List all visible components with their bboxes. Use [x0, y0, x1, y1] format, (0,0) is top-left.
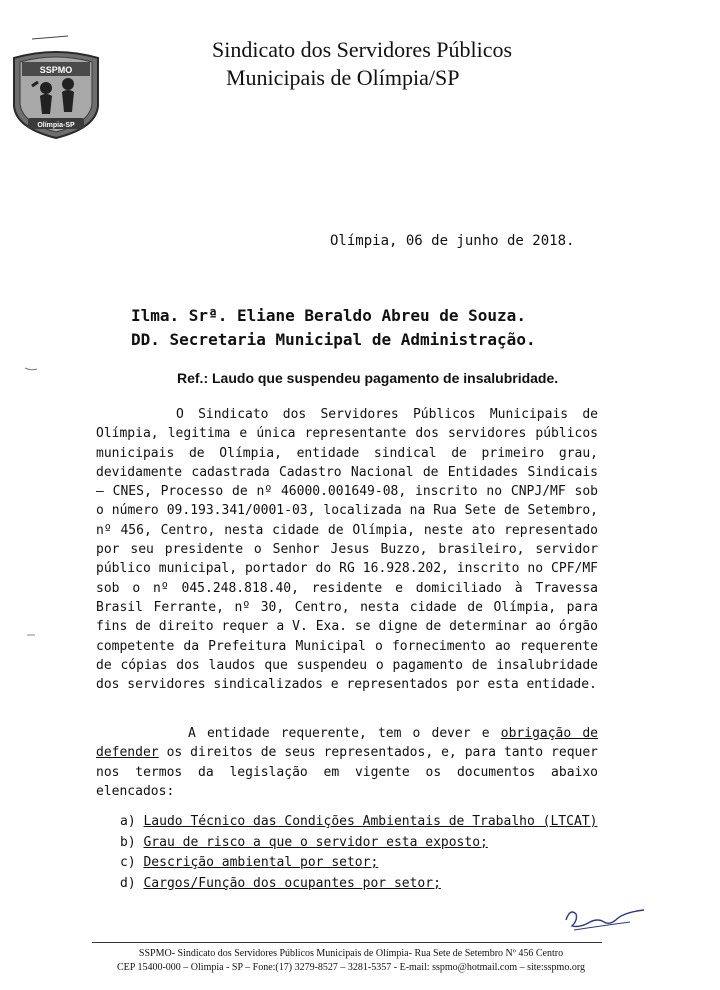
- date-line: Olímpia, 06 de junho de 2018.: [330, 233, 575, 249]
- list-item-marker: b): [120, 834, 136, 850]
- recipient-block: [131, 304, 536, 352]
- scan-mark: [30, 34, 70, 42]
- list-item: [120, 833, 597, 854]
- body-paragraph-2-underlined: obrigação de defender: [96, 726, 598, 761]
- letterhead-line-1: Sindicato dos Servidores Públicos: [212, 37, 513, 62]
- list-item-marker: a): [120, 814, 136, 829]
- footer-line-1: SSPMO- Sindicato dos Servidores Públicos Municipais de Olímpia- Rua Sete de Setembro Nº 456 Centro: [138, 948, 564, 959]
- list-item-marker: d): [120, 875, 136, 891]
- list-item-text: Cargos/Função dos ocupantes por setor;: [143, 875, 441, 891]
- letterhead-title: [212, 36, 512, 92]
- body-paragraph-2-part-1: A entidade requerente, tem o dever e: [188, 726, 501, 741]
- logo-top-text: SSPMO: [39, 65, 73, 75]
- list-item-marker: c): [120, 855, 136, 870]
- list-item: [120, 874, 597, 895]
- body-paragraph-1: [96, 405, 598, 694]
- recipient-name: Ilma. Srª. Eliane Beraldo Abreu de Souza.: [131, 306, 526, 325]
- footer-line-2: CEP 15400-000 – Olimpia - SP – Fone:(17) 3279-8527 – 3281-5357 - E-mail: sspmo@hotmail.com – site:sspmo.org: [117, 962, 585, 973]
- letterhead-line-2: Municipais de Olímpia/SP: [226, 65, 460, 90]
- reference-line: Ref.: Laudo que suspendeu pagamento de insalubridade.: [177, 370, 559, 386]
- footer: [96, 947, 606, 975]
- requested-documents-list: [120, 812, 597, 894]
- handwritten-signature: [560, 900, 650, 940]
- body-paragraph-1-text: O Sindicato dos Servidores Públicos Municipais de Olímpia, legitima e única representante dos servidores públicos municipais de Olímpia, entidade sindical de primeiro grau, devidamente cadastrada Cadastro Nacional de Entidades Sindicais – CNES, Processo de nº 46000.001649-08, inscrito no CNPJ/MF sob o número 09.193.341/0001-03, localizada na Rua Sete de Setembro, nº 456, Centro, nesta cidade de Olímpia, neste ato representado por seu presidente o Senhor Jesus Buzzo, brasileiro, servidor público municipal, portador do RG 16.928.202, inscrito no CPF/MF sob o nº 045.248.818.40, residente e domiciliado à Travessa Brasil Ferrante, nº 30, Centro, nesta cidade de Olímpia, para fins de direito requer a V. Exa. se digne de determinar ao órgão competente da Prefeitura Municipal o fornecimento ao requerente de cópias dos laudos que suspendeu o pagamento de insalubridade dos servidores sindicalizados e representados por esta entidade.: [96, 407, 598, 693]
- union-shield-logo: [8, 48, 104, 140]
- body-paragraph-2: [96, 724, 598, 801]
- recipient-department: DD. Secretaria Municipal de Administração.: [131, 330, 536, 349]
- list-item: [120, 853, 597, 874]
- list-item-text: Grau de risco a que o servidor esta exposto;: [143, 834, 488, 850]
- scan-mark: [24, 366, 38, 372]
- logo-bottom-text: Olímpia-SP: [37, 122, 75, 129]
- body-paragraph-2-part-2: os direitos de seus representados, e, para tanto requer nos termos da legislação em vigente os documentos abaixo elencados:: [96, 745, 598, 799]
- list-item: [120, 812, 597, 833]
- footer-divider: [92, 942, 602, 943]
- list-item-text: Descrição ambiental por setor;: [143, 855, 379, 870]
- list-item-text: Laudo Técnico das Condições Ambientais de Trabalho (LTCAT): [143, 814, 598, 829]
- scan-mark: [26, 632, 36, 638]
